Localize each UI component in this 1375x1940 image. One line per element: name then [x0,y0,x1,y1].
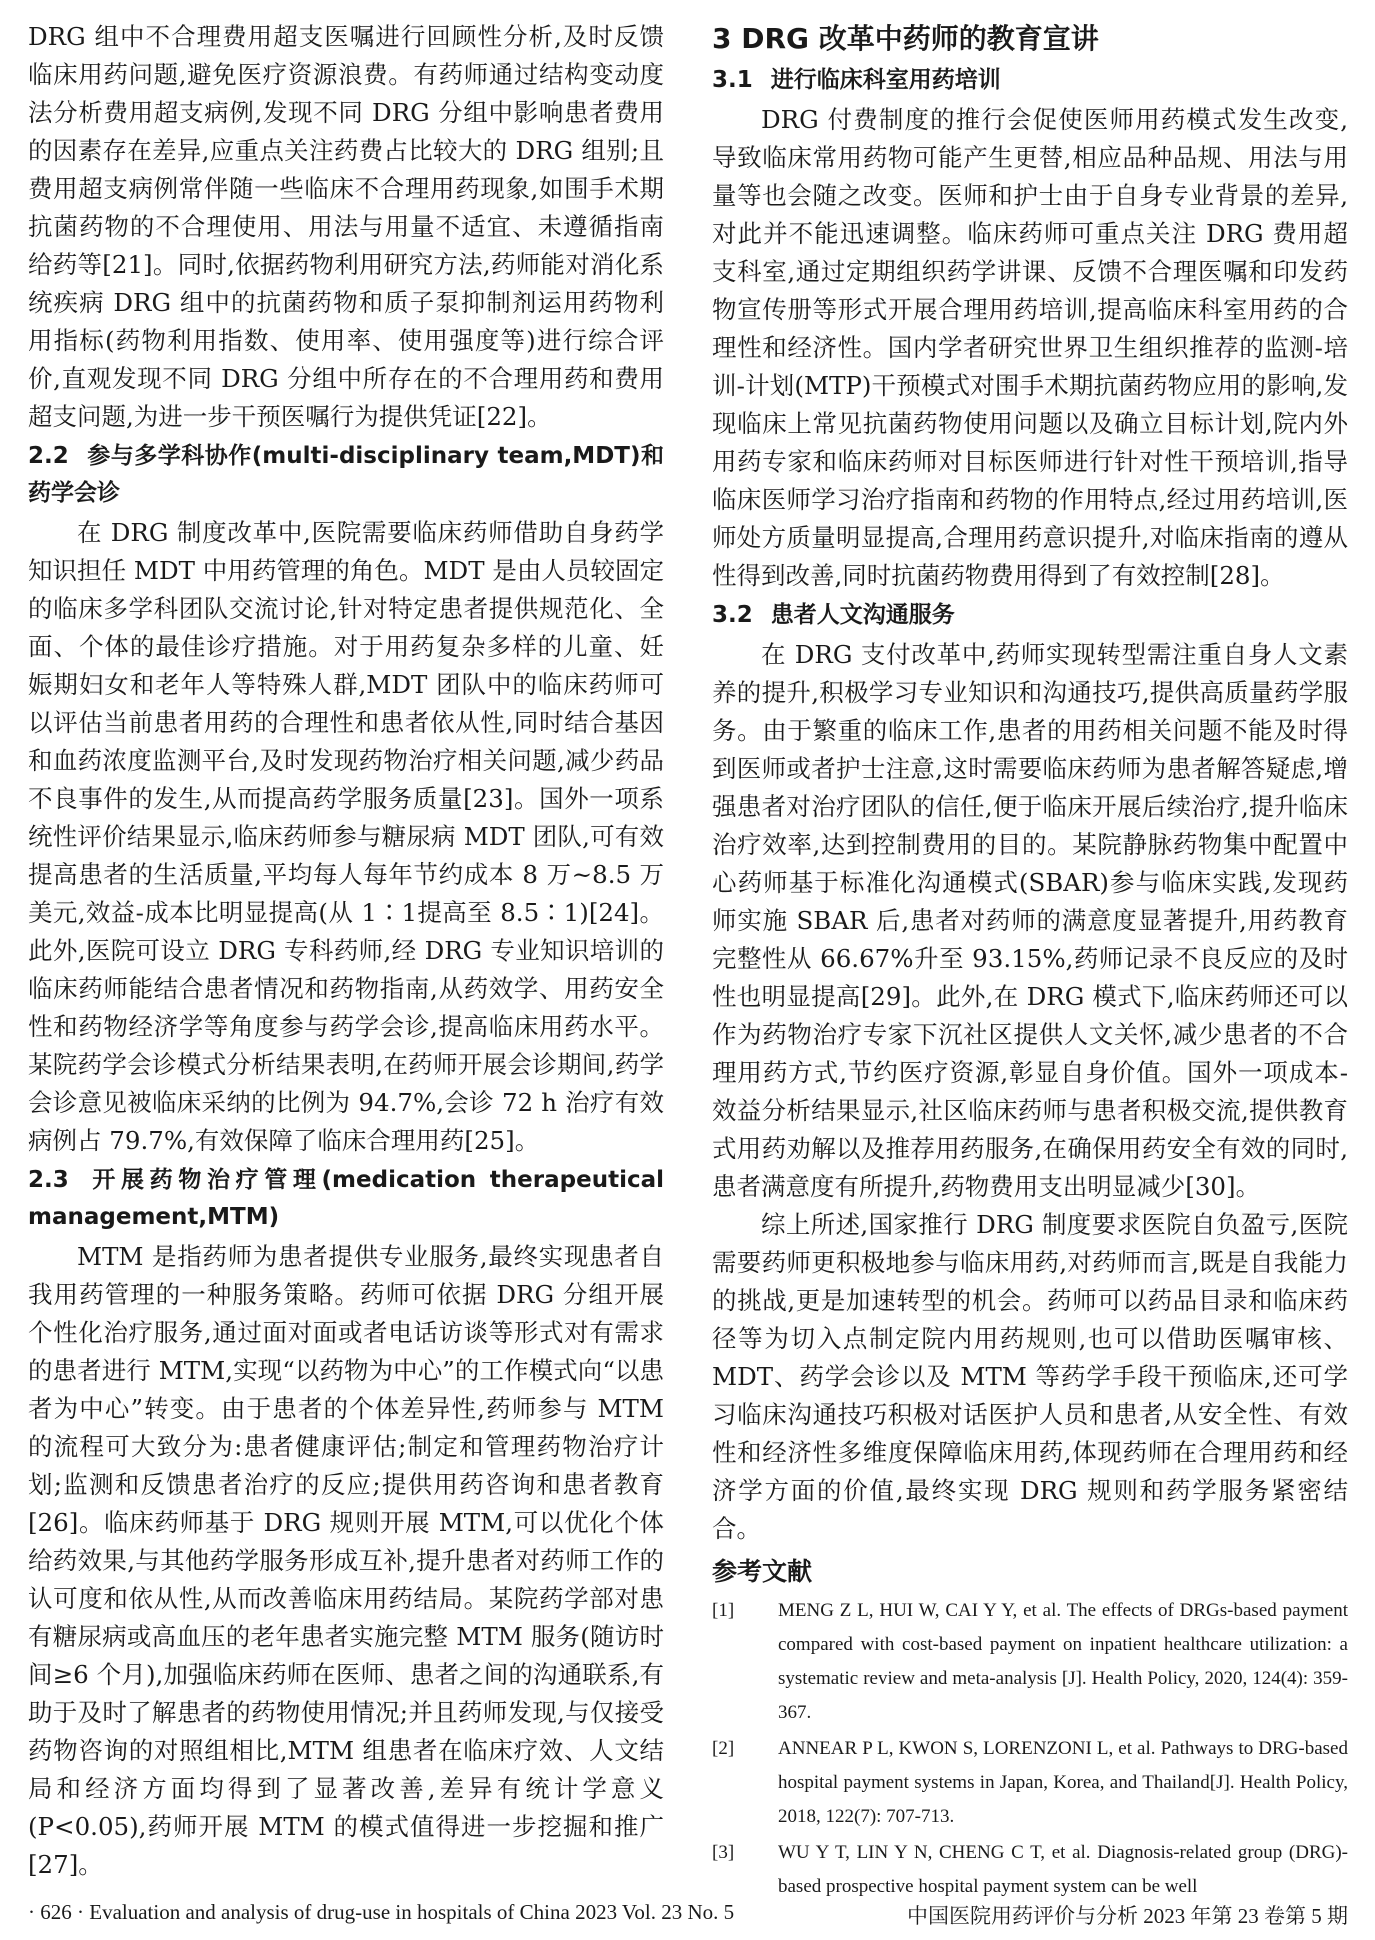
paragraph-training: DRG 付费制度的推行会促使医师用药模式发生改变,导致临床常用药物可能产生更替,相应品种品规、用法与用量等也会随之改变。医师和护士由于自身专业背景的差异,对此并不能迅速调整。临床药师可重点关注 DRG 费用超支科室,通过定期组织药学讲课、反馈不合理医嘱和印发药物宣传册等形式开展合理用药培训,提高临床科室用药的合理性和经济性。国内学者研究世界卫生组织推荐的监测-培训-计划(MTP)干预模式对围手术期抗菌药物应用的影响,发现临床上常见抗菌药物使用问题以及确立目标计划,院内外用药专家和临床药师对目标医师进行针对性干预培训,指导临床医师学习治疗指南和药物的作用特点,经过用药培训,医师处方质量明显提高,合理用药意识提升,对临床指南的遵从性得到改善,同时抗菌药物费用得到了有效控制[28]。 [712,105,1348,590]
reference-number: [3] [712,1842,735,1863]
reference-text: WU Y T, LIN Y N, CHENG C T, et al. Diagnosis-related group (DRG)-based prospective hospital payment system can be well [778,1842,1348,1897]
section-heading-3-2 [712,597,1348,634]
reference-item [712,1594,1348,1730]
references-heading: 参考文献 [712,1557,813,1586]
right-column [712,18,1348,1906]
reference-number: [1] [712,1600,735,1621]
section-number: 3.2 [712,602,753,628]
footer-journal-english: · 626 · Evaluation and analysis of drug-use in hospitals of China 2023 Vol. 23 No. 5 [28,1900,735,1924]
section-number: 2.3 [28,1167,69,1193]
section-title: 参与多学科协作(multi-disciplinary team,MDT)和药学会诊 [28,443,664,506]
paragraph-mtm: MTM 是指药师为患者提供专业服务,最终实现患者自我用药管理的一种服务策略。药师可依据 DRG 分组开展个性化治疗服务,通过面对面或者电话访谈等形式对有需求的患者进行 MTM,实现“以药物为中心”的工作模式向“以患者为中心”转变。由于患者的个体差异性,药师参与 MTM 的流程可大致分为:患者健康评估;制定和管理药物治疗计划;监测和反馈患者治疗的反应;提供用药咨询和患者教育[26]。临床药师基于 DRG 规则开展 MTM,可以优化个体给药效果,与其他药学服务形成互补,提升患者对药师工作的认可度和依从性,从而改善临床用药结局。某院药学部对患有糖尿病或高血压的老年患者实施完整 MTM 服务(随访时间≥6 个月),加强临床药师在医师、患者之间的沟通联系,有助于及时了解患者的药物使用情况;并且药师发现,与仅接受药物咨询的对照组相比,MTM 组患者在临床疗效、人文结局和经济方面均得到了显著改善,差异有统计学意义(P<0.05),药师开展 MTM 的模式值得进一步挖掘和推广[27]。 [28,1242,664,1879]
paragraph-communication: 在 DRG 支付改革中,药师实现转型需注重自身人文素养的提升,积极学习专业知识和沟通技巧,提供高质量药学服务。由于繁重的临床工作,患者的用药相关问题不能及时得到医师或者护士注意,这时需要临床药师为患者解答疑虑,增强患者对治疗团队的信任,便于临床开展后续治疗,提升临床治疗效率,达到控制费用的目的。某院静脉药物集中配置中心药师基于标准化沟通模式(SBAR)参与临床实践,发现药师实施 SBAR 后,患者对药师的满意度显著提升,用药教育完整性从 66.67%升至 93.15%,药师记录不良反应的及时性也明显提高[29]。此外,在 DRG 模式下,临床药师还可以作为药物治疗专家下沉社区提供人文关怀,减少患者的不合理用药方式,节约医疗资源,彰显自身价值。国外一项成本-效益分析结果显示,社区临床药师与患者积极交流,提供教育式用药劝解以及推荐用药服务,在确保用药安全有效的同时,患者满意度有所提升,药物费用支出明显减少[30]。 [712,640,1348,1201]
page-footer [28,1900,1348,1930]
reference-text: ANNEAR P L, KWON S, LORENZONI L, et al. Pathways to DRG-based hospital payment systems in Japan, Korea, and Thailand[J]. Health Policy, 2018, 122(7): 707-713. [778,1738,1348,1827]
section-number: 3.1 [712,67,753,93]
section-title: 进行临床科室用药培训 [770,67,1001,93]
left-column [28,18,664,1884]
reference-item [712,1732,1348,1834]
section-heading-3-1 [712,62,1348,99]
paragraph-mdt: 在 DRG 制度改革中,医院需要临床药师借助自身药学知识担任 MDT 中用药管理的角色。MDT 是由人员较固定的临床多学科团队交流讨论,针对特定患者提供规范化、全面、个体的最佳诊疗措施。对于用药复杂多样的儿童、妊娠期妇女和老年人等特殊人群,MDT 团队中的临床药师可以评估当前患者用药的合理性和患者依从性,同时结合基因和血药浓度监测平台,及时发现药物治疗相关问题,减少药品不良事件的发生,从而提高药学服务质量[23]。国外一项系统性评价结果显示,临床药师参与糖尿病 MDT 团队,可有效提高患者的生活质量,平均每人每年节约成本 8 万~8.5 万美元,效益-成本比明显提高(从 1∶1提高至 8.5∶1)[24]。此外,医院可设立 DRG 专科药师,经 DRG 专业知识培训的临床药师能结合患者情况和药物指南,从药效学、用药安全性和药物经济学等角度参与药学会诊,提高临床用药水平。某院药学会诊模式分析结果表明,在药师开展会诊期间,药学会诊意见被临床采纳的比例为 94.7%,会诊 72 h 治疗有效病例占 79.7%,有效保障了临床合理用药[25]。 [28,518,664,1155]
section-heading-3: 3 DRG 改革中药师的教育宣讲 [712,22,1099,55]
section-title: 开展药物治疗管理(medication therapeutical management,MTM) [28,1167,664,1230]
reference-item [712,1836,1348,1904]
section-heading-2-3 [28,1162,664,1236]
paragraph-conclusion: 综上所述,国家推行 DRG 制度要求医院自负盈亏,医院需要药师更积极地参与临床用药,对药师而言,既是自我能力的挑战,更是加速转型的机会。药师可以药品目录和临床药径等为切入点制定院内用药规则,也可以借助医嘱审核、MDT、药学会诊以及 MTM 等药学手段干预临床,还可学习临床沟通技巧积极对话医护人员和患者,从安全性、有效性和经济性多维度保障临床用药,体现药师在合理用药和经济学方面的价值,最终实现 DRG 规则和药学服务紧密结合。 [712,1210,1348,1543]
section-heading-2-2 [28,438,664,512]
section-number: 2.2 [28,443,69,469]
footer-journal-chinese: 中国医院用药评价与分析 2023 年第 23 卷第 5 期 [907,1904,1348,1928]
reference-text: MENG Z L, HUI W, CAI Y Y, et al. The effects of DRGs-based payment compared with cost-based payment on inpatient healthcare utilization: a systematic review and meta-analysis [J]. Health Policy, 2020, 124(4): 359-367. [778,1600,1348,1723]
section-title: 患者人文沟通服务 [770,602,955,628]
reference-number: [2] [712,1738,735,1759]
paragraph-drg-cost-analysis: DRG 组中不合理费用超支医嘱进行回顾性分析,及时反馈临床用药问题,避免医疗资源浪费。有药师通过结构变动度法分析费用超支病例,发现不同 DRG 分组中影响患者费用的因素存在差异,应重点关注药费占比较大的 DRG 组别;且费用超支病例常伴随一些临床不合理用药现象,如围手术期抗菌药物的不合理使用、用法与用量不适宜、未遵循指南给药等[21]。同时,依据药物利用研究方法,药师能对消化系统疾病 DRG 组中的抗菌药物和质子泵抑制剂运用药物利用指标(药物利用指数、使用率、使用强度等)进行综合评价,直观发现不同 DRG 分组中所存在的不合理用药和费用超支问题,为进一步干预医嘱行为提供凭证[22]。 [28,22,664,431]
